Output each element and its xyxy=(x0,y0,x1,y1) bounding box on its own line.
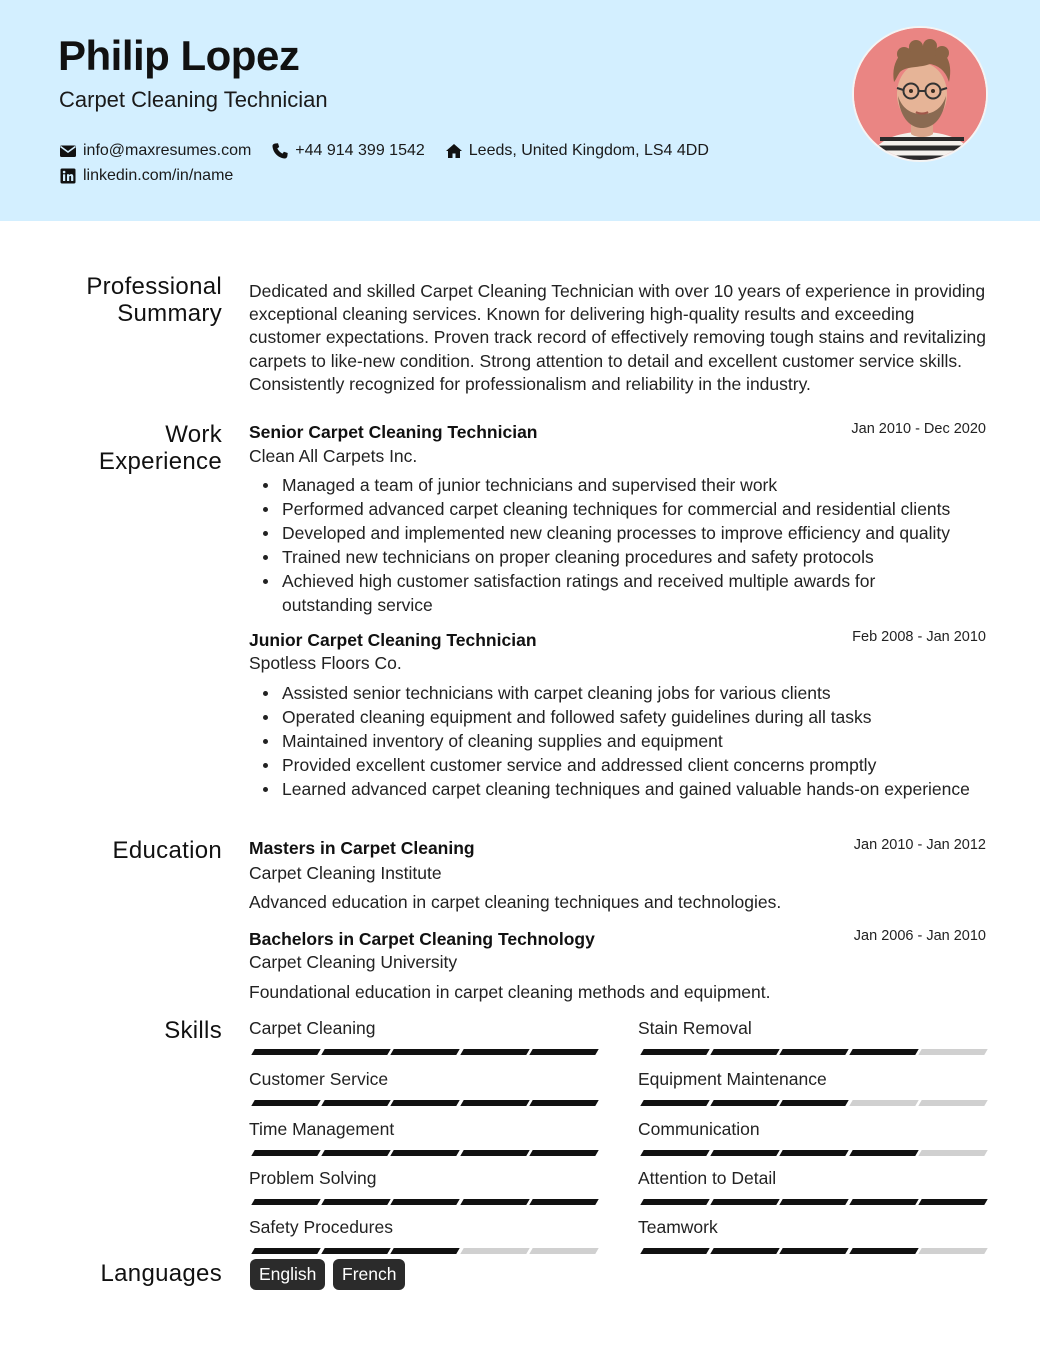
skill-level-segment xyxy=(530,1199,599,1205)
skill-level-segment xyxy=(460,1199,529,1205)
skill-level-segment xyxy=(530,1248,599,1254)
candidate-name: Philip Lopez xyxy=(58,32,300,79)
skill-level-segment xyxy=(251,1199,320,1205)
phone-text: +44 914 399 1542 xyxy=(295,142,425,159)
skill-level-segment xyxy=(251,1248,320,1254)
skill-name: Teamwork xyxy=(638,1217,718,1237)
skill-level-segment xyxy=(640,1049,709,1055)
skill-level-segment xyxy=(390,1100,459,1106)
skill-level-segment xyxy=(710,1199,779,1205)
envelope-icon xyxy=(59,142,77,160)
skill-level-segment xyxy=(460,1150,529,1156)
contact-info xyxy=(59,139,729,189)
degree-title: Masters in Carpet Cleaning xyxy=(249,838,475,858)
skill-level-segment xyxy=(390,1248,459,1254)
education-heading: Education xyxy=(112,837,222,864)
skill-level-segment xyxy=(919,1248,988,1254)
language-badge: French xyxy=(333,1259,405,1290)
skill-level-segment xyxy=(390,1199,459,1205)
email-text: info@maxresumes.com xyxy=(83,142,252,159)
linkedin-icon xyxy=(59,167,77,185)
skill-level-segment xyxy=(390,1049,459,1055)
skill-level-segment xyxy=(919,1199,988,1205)
skill-level-bar xyxy=(642,1150,990,1156)
skill-level-segment xyxy=(530,1150,599,1156)
skill-level-segment xyxy=(640,1199,709,1205)
linkedin-text: linkedin.com/in/name xyxy=(83,167,234,184)
skill-level-segment xyxy=(251,1150,320,1156)
skill-level-segment xyxy=(849,1248,918,1254)
work-heading-line1: Work xyxy=(165,421,222,448)
skill-level-segment xyxy=(919,1049,988,1055)
profile-photo xyxy=(852,26,988,162)
skill-name: Safety Procedures xyxy=(249,1217,393,1237)
phone-icon xyxy=(271,142,289,160)
skill-level-bar xyxy=(642,1100,990,1106)
job-title: Junior Carpet Cleaning Technician xyxy=(249,630,537,650)
skill-level-segment xyxy=(640,1248,709,1254)
skill-level-segment xyxy=(779,1199,848,1205)
skill-level-segment xyxy=(919,1100,988,1106)
work-heading-line2: Experience xyxy=(98,448,222,475)
email-contact[interactable] xyxy=(59,142,251,160)
location-text: Leeds, United Kingdom, LS4 4DD xyxy=(468,142,709,159)
skill-level-segment xyxy=(321,1100,390,1106)
school-name: Carpet Cleaning University xyxy=(249,952,458,972)
skill-level-segment xyxy=(640,1150,709,1156)
skill-name: Customer Service xyxy=(249,1069,389,1089)
list-item: Achieved high customer satisfaction ratings and received multiple awards for outstanding service xyxy=(260,569,920,617)
skill-level-bar xyxy=(253,1199,601,1205)
job-title: Senior Carpet Cleaning Technician xyxy=(249,422,538,442)
list-item: Maintained inventory of cleaning supplies and equipment xyxy=(260,729,990,753)
languages-heading: Languages xyxy=(100,1260,222,1287)
skills-heading: Skills xyxy=(164,1017,222,1044)
skill-name: Time Management xyxy=(249,1119,395,1139)
skill-level-segment xyxy=(779,1248,848,1254)
phone-contact[interactable] xyxy=(271,142,424,160)
skill-level-segment xyxy=(710,1100,779,1106)
skill-level-segment xyxy=(460,1049,529,1055)
skill-level-segment xyxy=(460,1100,529,1106)
skill-level-segment xyxy=(640,1100,709,1106)
list-item: Trained new technicians on proper cleaning procedures and safety protocols xyxy=(260,545,990,569)
home-icon xyxy=(445,142,463,160)
education-description: Advanced education in carpet cleaning techniques and technologies. xyxy=(249,892,782,912)
skill-level-bar xyxy=(253,1248,601,1254)
education-dates: Jan 2006 - Jan 2010 xyxy=(853,928,986,944)
location-contact xyxy=(445,142,709,160)
list-item: Managed a team of junior technicians and supervised their work xyxy=(260,473,990,497)
skill-level-bar xyxy=(642,1199,990,1205)
list-item: Performed advanced carpet cleaning techniques for commercial and residential clients xyxy=(260,497,990,521)
skill-level-segment xyxy=(321,1199,390,1205)
job-bullets xyxy=(260,681,990,801)
job-company: Spotless Floors Co. xyxy=(249,653,402,673)
summary-text: Dedicated and skilled Carpet Cleaning Technician with over 10 years of experience in providing exceptional cleaning services. Known for delivering high-quality results and exceeding customer expectations. Proven track record of effectively removing tough stains and revitalizing carpets to like-new condition. Strong attention to detail and excellent customer service skills. Consistently recognized for professionalism and reliability in the industry. xyxy=(249,281,986,394)
job-company: Clean All Carpets Inc. xyxy=(249,446,418,466)
list-item: Assisted senior technicians with carpet cleaning jobs for various clients xyxy=(260,681,990,705)
job-dates: Feb 2008 - Jan 2010 xyxy=(852,629,986,645)
skill-level-segment xyxy=(779,1100,848,1106)
summary-heading-line2: Summary xyxy=(117,300,222,327)
skill-level-segment xyxy=(710,1248,779,1254)
degree-title: Bachelors in Carpet Cleaning Technology xyxy=(249,929,595,949)
skill-level-bar xyxy=(642,1049,990,1055)
skill-level-segment xyxy=(779,1049,848,1055)
school-name: Carpet Cleaning Institute xyxy=(249,863,442,883)
skill-level-bar xyxy=(642,1248,990,1254)
skill-level-segment xyxy=(530,1100,599,1106)
skill-level-segment xyxy=(849,1199,918,1205)
skill-level-segment xyxy=(460,1248,529,1254)
list-item: Provided excellent customer service and addressed client concerns promptly xyxy=(260,753,990,777)
list-item: Operated cleaning equipment and followed safety guidelines during all tasks xyxy=(260,705,990,729)
skill-level-segment xyxy=(321,1248,390,1254)
summary-heading-line1: Professional xyxy=(86,273,222,300)
skill-level-segment xyxy=(849,1150,918,1156)
skill-level-segment xyxy=(710,1150,779,1156)
skill-name: Communication xyxy=(638,1119,760,1139)
skill-level-segment xyxy=(251,1100,320,1106)
summary-heading xyxy=(22,273,222,327)
skill-name: Equipment Maintenance xyxy=(638,1069,827,1089)
linkedin-contact[interactable] xyxy=(59,167,233,185)
resume-header xyxy=(0,0,1040,221)
education-dates: Jan 2010 - Jan 2012 xyxy=(853,837,986,853)
skill-name: Carpet Cleaning xyxy=(249,1018,376,1038)
skill-level-segment xyxy=(321,1049,390,1055)
skill-level-segment xyxy=(390,1150,459,1156)
skill-level-segment xyxy=(710,1049,779,1055)
skill-name: Stain Removal xyxy=(638,1018,752,1038)
job-dates: Jan 2010 - Dec 2020 xyxy=(851,421,986,437)
skill-level-bar xyxy=(253,1150,601,1156)
skill-level-segment xyxy=(849,1049,918,1055)
skill-name: Problem Solving xyxy=(249,1168,377,1188)
list-item: Learned advanced carpet cleaning techniques and gained valuable hands-on experience xyxy=(260,777,990,801)
skill-level-segment xyxy=(779,1150,848,1156)
work-heading xyxy=(22,421,222,475)
skill-level-bar xyxy=(253,1100,601,1106)
education-description: Foundational education in carpet cleaning methods and equipment. xyxy=(249,982,771,1002)
list-item: Developed and implemented new cleaning processes to improve efficiency and quality xyxy=(260,521,990,545)
skill-level-segment xyxy=(321,1150,390,1156)
skill-level-segment xyxy=(919,1150,988,1156)
skill-level-segment xyxy=(530,1049,599,1055)
candidate-title: Carpet Cleaning Technician xyxy=(59,87,328,112)
skill-level-segment xyxy=(251,1049,320,1055)
job-bullets xyxy=(260,473,990,617)
skill-name: Attention to Detail xyxy=(638,1168,777,1188)
language-badge: English xyxy=(250,1259,325,1290)
skill-level-bar xyxy=(253,1049,601,1055)
skill-level-segment xyxy=(849,1100,918,1106)
